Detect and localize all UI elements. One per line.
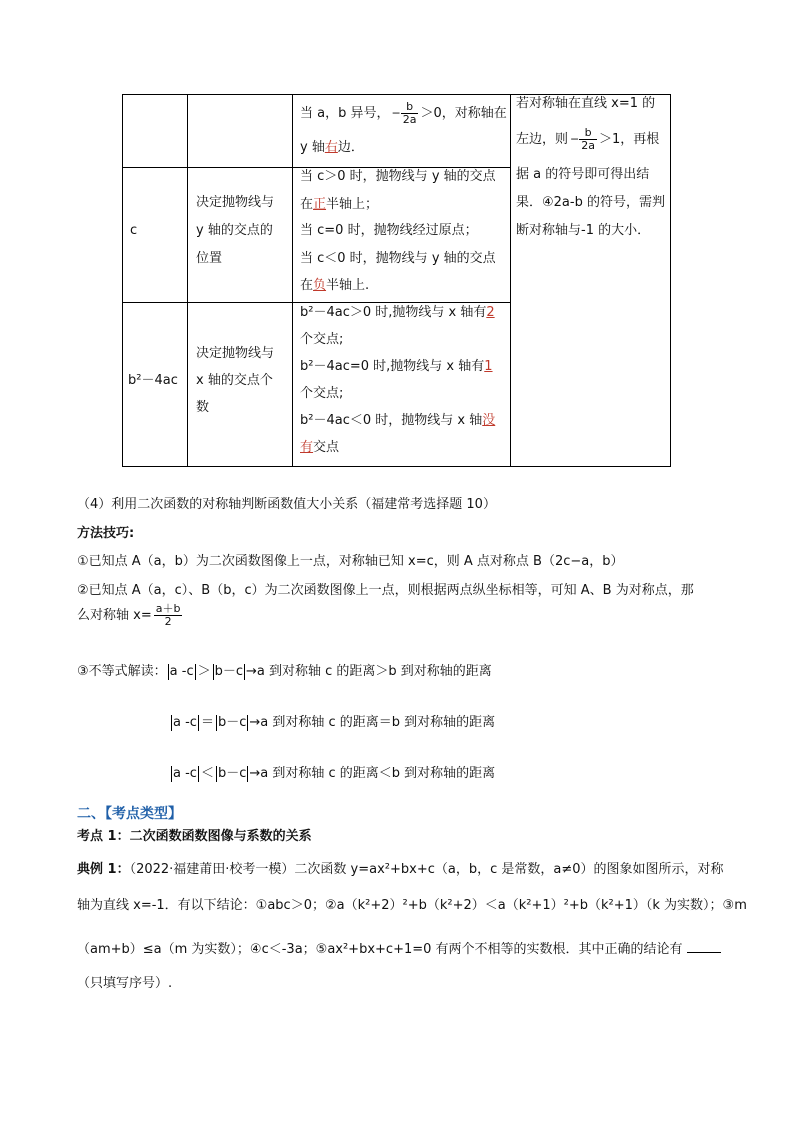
row2-col3-line5: 在负半轴上.: [300, 278, 370, 293]
row2-col3-line4: 当 c＜0 时，抛物线与 y 轴的交点: [300, 251, 496, 266]
row3-col2-line1: 决定抛物线与: [196, 346, 275, 361]
col4-line2: 左边，则 − $\frac{b}{2a}$ ＞1，再根: [516, 126, 660, 152]
row1-col3-line2: y 轴右边．: [300, 140, 364, 155]
kaodian-heading: 考点 1：二次函数函数图像与系数的关系: [77, 829, 312, 844]
fraction-a-plus-b-over-2: $\frac{a+b}{2}$: [155, 602, 181, 628]
row3-col3-line2: 个交点;: [300, 332, 344, 347]
row3-col3-line4: 个交点;: [300, 386, 344, 401]
table-border-right: [670, 94, 671, 467]
inequality-line-3: a -c ＜ b－c →a 到对称轴 c 的距离＜b 到对称轴的距离: [173, 766, 496, 781]
answer-blank[interactable]: [687, 940, 721, 953]
row3-col3-line6: 有交点: [300, 440, 340, 455]
row1-col3-line1: 当 a，b 异号， − $\frac{b}{2a}$ ＞0，对称轴在: [300, 100, 507, 126]
col4-line3: 据 a 的符号即可得出结: [516, 167, 650, 182]
row3-col3-line1: b²－4ac＞0 时,抛物线与 x 轴有2: [300, 305, 495, 320]
table-col-divider-2: [292, 94, 293, 467]
row2-col1: c: [130, 223, 138, 238]
row3-col1: b²－4ac: [128, 373, 178, 388]
example-line3: （am+b）≤a（m 为实数）；④c＜-3a；⑤ax²+bx+c+1=0 有两个不相等的实数根．其中正确的结论有: [77, 938, 721, 957]
table-border-bottom: [122, 466, 670, 467]
method-item-3-label: ③不等式解读：: [77, 664, 167, 679]
fraction-b-over-2a: − $\frac{b}{2a}$: [391, 100, 417, 126]
row3-col2-line3: 数: [196, 400, 210, 415]
row2-col2-line3: 位置: [196, 251, 223, 266]
row2-col2-line1: 决定抛物线与: [196, 195, 275, 210]
row2-col2-line2: y 轴的交点的: [196, 223, 273, 238]
method-item-1: ①已知点 A（a，b）为二次函数图像上一点，对称轴已知 x=c，则 A 点对称点 B（2c−a，b）: [77, 554, 624, 569]
col4-line1: 若对称轴在直线 x=1 的: [516, 96, 656, 111]
example-line1: 典例 1：（2022·福建莆田·校考一模）二次函数 y=ax²+bx+c（a，b，c 是常数，a≠0）的图象如图所示，对称: [77, 862, 724, 877]
row3-col2-line2: x 轴的交点个: [196, 373, 273, 388]
section2-heading: 二、【考点类型】: [77, 806, 182, 822]
col4-line5: 断对称轴与-1 的大小．: [516, 223, 651, 238]
row2-col3-line1: 当 c＞0 时，抛物线与 y 轴的交点: [300, 169, 496, 184]
table-col-divider-1: [187, 94, 188, 467]
method-item-2-line1: ②已知点 A（a，c）、B（b，c）为二次函数图像上一点，则根据两点纵坐标相等，可知 A、B 为对称点，那: [77, 583, 694, 598]
row2-col3-line3: 当 c=0 时，抛物线经过原点；: [300, 223, 478, 238]
method-item-2-line2: 么对称轴 x= $\frac{a+b}{2}$: [77, 602, 181, 628]
section4-title: （4）利用二次函数的对称轴判断函数值大小关系（福建常考选择题 10）: [77, 497, 496, 512]
method-label: 方法技巧:: [77, 526, 135, 541]
coefficient-table: [122, 94, 671, 467]
col4-line4: 果．④2a-b 的符号，需判: [516, 195, 665, 210]
table-col-divider-3: [510, 94, 511, 467]
example-label: 典例 1：: [77, 862, 130, 877]
inequality-line-1: ③不等式解读： a -c ＞ b－c →a 到对称轴 c 的距离＞b 到对称轴的距离: [77, 664, 492, 679]
inequality-line-2: a -c ＝ b－c →a 到对称轴 c 的距离＝b 到对称轴的距离: [173, 715, 496, 730]
fraction-b-over-2a-col4: − $\frac{b}{2a}$: [570, 126, 595, 152]
row3-col3-line3: b²－4ac=0 时,抛物线与 x 轴有1: [300, 359, 493, 374]
example-line2: 轴为直线 x=-1．有以下结论：①abc＞0；②a（k²+2）²+b（k²+2）＜a（k²+1）²+b（k²+1）（k 为实数）；③m: [77, 898, 747, 913]
example-line4: （只填写序号）.: [77, 976, 173, 991]
row3-col3-line5: b²－4ac＜0 时，抛物线与 x 轴没: [300, 413, 496, 428]
row2-col3-line2: 在正半轴上；: [300, 197, 379, 212]
table-border-left: [122, 94, 123, 467]
